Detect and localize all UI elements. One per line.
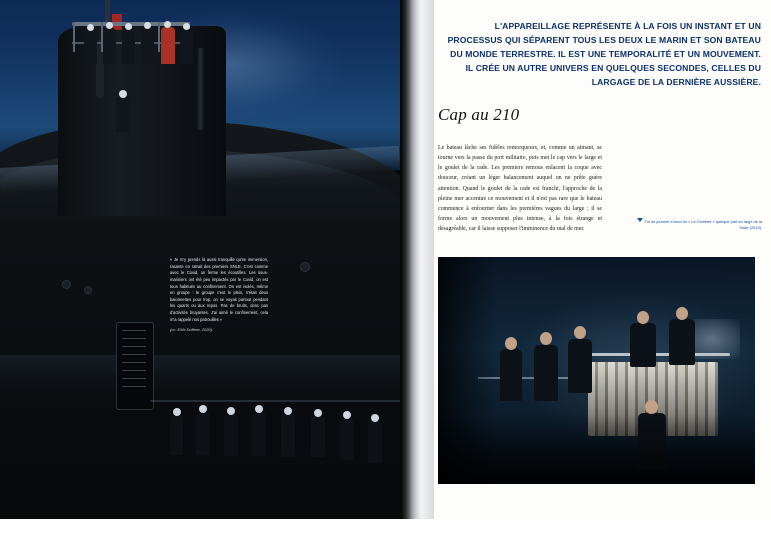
interior-crew-head — [540, 332, 552, 345]
crew-member — [180, 29, 193, 64]
interior-crew-head — [637, 311, 649, 324]
caption-triangle-icon — [637, 218, 643, 222]
gutter-shadow — [400, 0, 412, 519]
deck-crew-head — [255, 405, 263, 413]
right-page — [434, 0, 771, 519]
photo-vignette-bottom — [438, 414, 755, 484]
photo-quote-block — [170, 257, 268, 334]
deck-crew-head — [227, 407, 235, 415]
deck-crew-member — [281, 414, 295, 457]
deck-crew-member — [340, 418, 354, 460]
deck-crew-head — [314, 409, 322, 417]
deck-crew-head — [284, 407, 292, 415]
interior-crew-member — [500, 349, 522, 401]
hull-port — [62, 280, 71, 289]
interior-crew-member — [568, 339, 592, 393]
body-text: Le bateau lâche ses fidèles remorqueurs, et, comme un aimant, se tourne vers la passe du port militaire, puis met le cap vers le large et le goulet de la rade. Les premiers remous enlacent la coque avec douceur, créant un léger balancement auquel on ne prête guère attention. Quand le goulet de la rade est franchi, l'approche de la pleine mer accentue ce mouvement et il n'est pas rare que le bateau commence à enfourner dans les premières vagues du large ; il se forme alors un mouvement plus intense, à la fois étrange et désagréable, car il laisse supposer l'imminence du mal de mer. — [438, 145, 602, 233]
page-bottom-margin — [0, 519, 771, 548]
deck-crew-member — [196, 412, 210, 455]
interior-crew-head — [676, 307, 688, 320]
deck-crew-head — [371, 414, 379, 422]
crew-member — [122, 29, 135, 64]
photo-caption-text: Fin de journée à bord du « La Gloriette » quelque part au large de la Sicile (2019). — [644, 219, 762, 230]
photo-caption — [634, 218, 762, 231]
deck-crew-member — [368, 421, 382, 463]
crew-head — [183, 23, 190, 30]
pull-quote-headline: L'APPAREILLAGE REPRÉSENTE À LA FOIS UN INSTANT ET UN PROCESSUS QUI SÉPARENT TOUS LES DEUX LE MARIN ET SON BATEAU DU MONDE TERRESTRE. IL EST UNE TEMPORALITÉ ET UN MOUVEMENT. IL CRÉE UN AUTRE UNIVERS EN QUELQUES SECONDES, CELLES DU LARGAGE DE LA DERNIÈRE AUSSIÈRE. — [447, 21, 761, 87]
hull-port — [300, 262, 310, 272]
railing-post — [73, 22, 75, 52]
interior-crew-head — [505, 337, 517, 350]
crew-member — [141, 28, 154, 64]
crew-member — [103, 28, 116, 64]
interior-photo — [438, 257, 755, 484]
crew-head — [144, 22, 151, 29]
photo-quote-text: « Je m'y prends là aussi tranquille qu'en immersion, rasante en ratrait des premiers SNLE. C'est comme avec le Covid, on ferme les écoutilles. Les sous-mariniers ont été peu impactés par le Covid, on est tous habitués au confinement. On est isolés, même en groupe : le groupe c'est le plein, n'était deux baionnettes pour trop, on se voyait partout pendant les quarts ou aux repos. Pas de bruits, donc pas d'activités bruyantes. J'ai aimé le confinement, cela m'a rappelé nos patrouilles » — [170, 257, 268, 322]
deck-crew-member — [224, 414, 238, 456]
deck-crew-head — [199, 405, 207, 413]
crew-head — [164, 21, 171, 28]
deck-guide-line — [150, 400, 400, 402]
crew-head — [119, 90, 127, 98]
hull-lower-sheen — [0, 355, 400, 393]
crew-member-red-jacket — [161, 27, 175, 64]
interior-crew-member — [630, 323, 656, 367]
deck-crew-member — [311, 416, 325, 457]
hull-port — [84, 286, 92, 294]
deck-crew-head — [343, 411, 351, 419]
section-title: Cap au 210 — [438, 105, 520, 124]
crew-head — [125, 23, 132, 30]
deck-crew-member — [170, 415, 183, 455]
interior-crew-head — [574, 326, 586, 339]
deck-crew-head — [173, 408, 181, 416]
railing-post — [158, 22, 160, 52]
crew-head — [87, 24, 94, 31]
hatch-rungs — [122, 330, 146, 400]
interior-crew-member — [534, 345, 558, 401]
photo-quote-source: (cc: EMx Duffner, 2020). — [170, 327, 214, 333]
interior-crew-member — [669, 319, 695, 365]
crew-member-lookout — [116, 96, 130, 132]
left-page — [0, 0, 400, 519]
crew-head — [106, 22, 113, 29]
crew-member — [84, 30, 97, 64]
deck-crew-member — [252, 412, 266, 456]
interior-crew-head — [645, 400, 658, 414]
periscope — [196, 48, 205, 130]
